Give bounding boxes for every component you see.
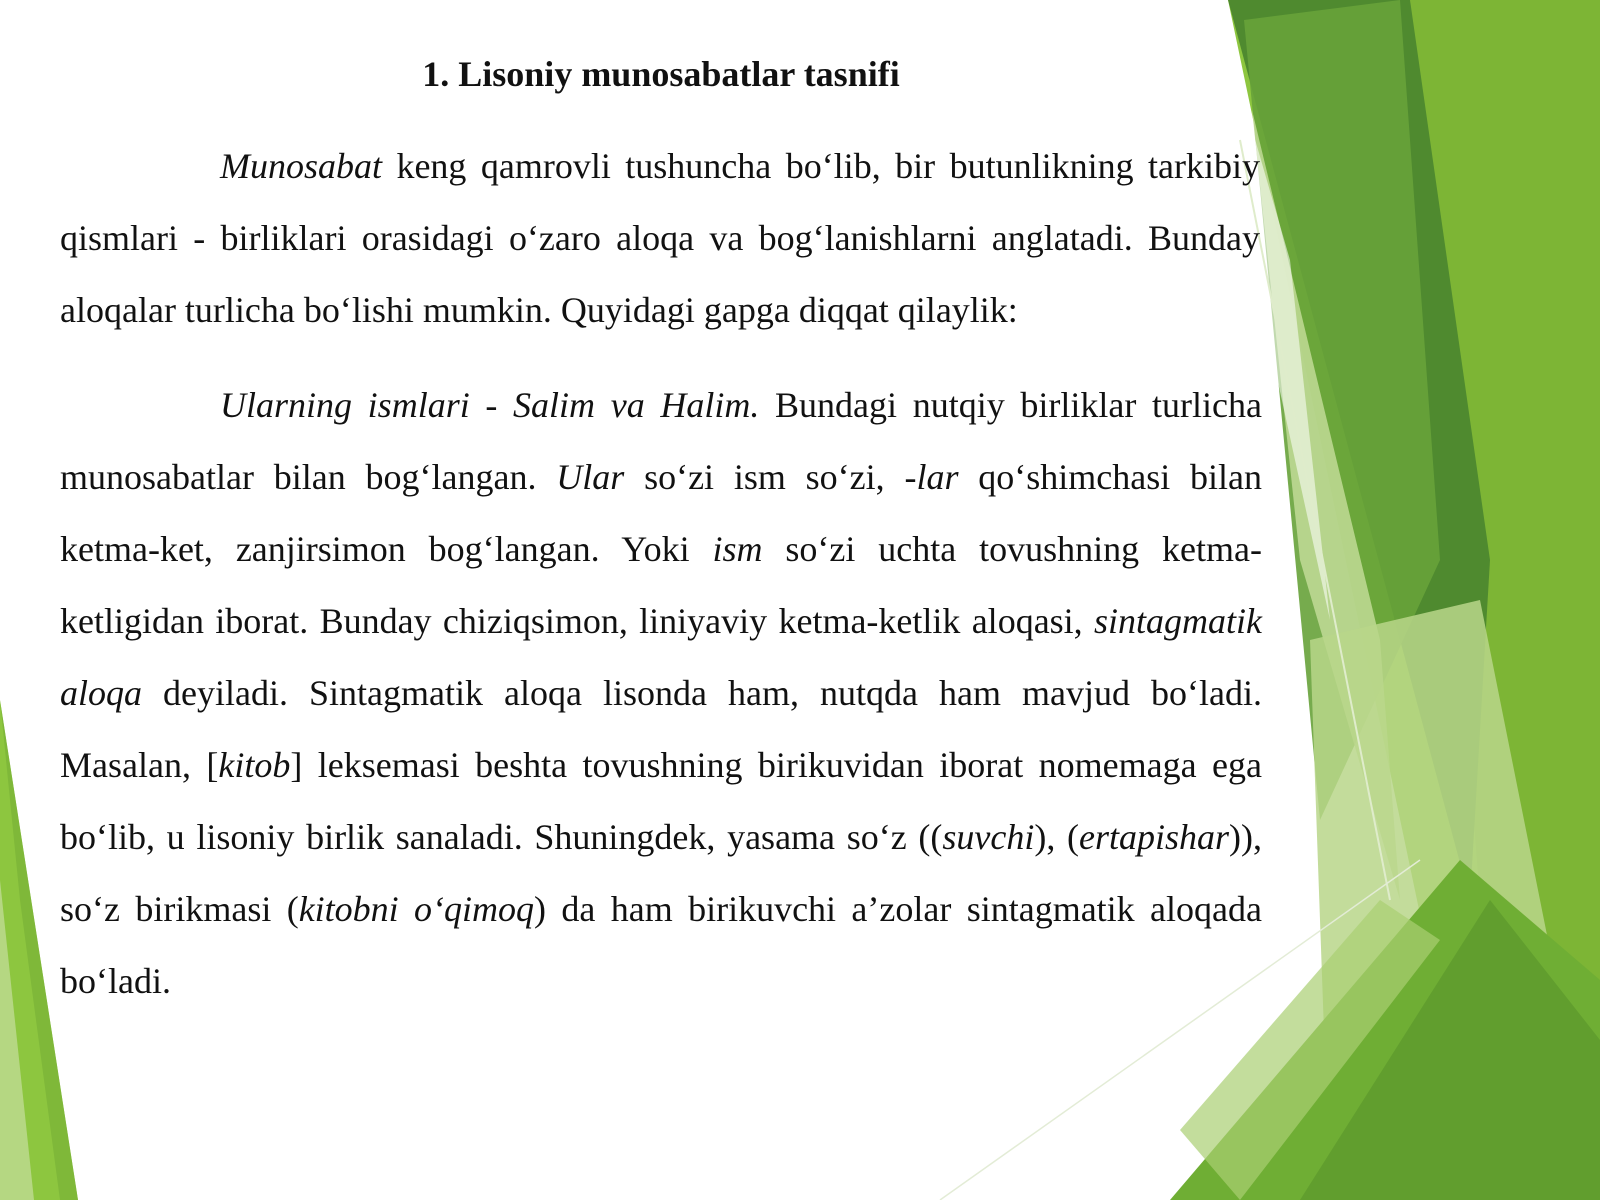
text-run: so‘zi ism so‘zi,	[624, 457, 905, 497]
italic-text-run: Ularning ismlari - Salim va Halim.	[220, 385, 760, 425]
italic-text-run: Ular	[556, 457, 625, 497]
italic-text-run: kitobni o‘qimoq	[298, 889, 535, 929]
italic-text-run: ism	[712, 529, 763, 569]
slide-title: 1. Lisoniy munosabatlar tasnifi	[422, 54, 900, 94]
text-run: Bundagi nutqiy birliklar turlicha munosabatlar bilan bog‘langan.	[60, 385, 1262, 497]
text-run: )), so‘z birikmasi (	[60, 817, 1262, 929]
text-run: keng qamrovli tushuncha bo‘lib, bir butunlikning tarkibiy qismlari - birliklari orasidagi o‘zaro aloqa va bog‘lanishlarni anglatadi. Bunday aloqalar turlicha bo‘lishi mumkin. Quyidagi gapga diqqat qilaylik:	[60, 146, 1260, 330]
italic-text-run: Munosabat	[220, 146, 382, 186]
italic-text-run: -lar	[904, 457, 959, 497]
italic-text-run: kitob	[218, 745, 291, 785]
text-run: ) da ham birikuvchi a’zolar sintagmatik aloqada bo‘ladi.	[60, 889, 1262, 1001]
slide-content	[60, 44, 1262, 1017]
paragraph-munosabat-definition	[60, 130, 1260, 346]
text-run: qo‘shimchasi bilan ketma-ket, zanjirsimon bog‘langan. Yoki	[60, 457, 1262, 569]
paragraph-sintagmatik-aloqa	[60, 369, 1262, 1017]
italic-text-run: sintagmatik aloqa	[60, 601, 1262, 713]
italic-text-run: ertapishar	[1079, 817, 1230, 857]
text-run: so‘zi uchta tovushning ketma-ketligidan iborat. Bunday chiziqsimon, liniyaviy ketma-ketlik aloqasi,	[60, 529, 1263, 641]
text-run: ), (	[1034, 817, 1079, 857]
italic-text-run: suvchi	[942, 817, 1035, 857]
text-run: deyiladi. Sintagmatik aloqa lisonda ham, nutqda ham mavjud bo‘ladi. Masalan, [	[60, 673, 1262, 785]
text-run: ] leksemasi beshta tovushning birikuvidan iborat nomemaga ega bo‘lib, u lisoniy birlik sanaladi. Shuningdek, yasama so‘z ((	[60, 745, 1262, 857]
